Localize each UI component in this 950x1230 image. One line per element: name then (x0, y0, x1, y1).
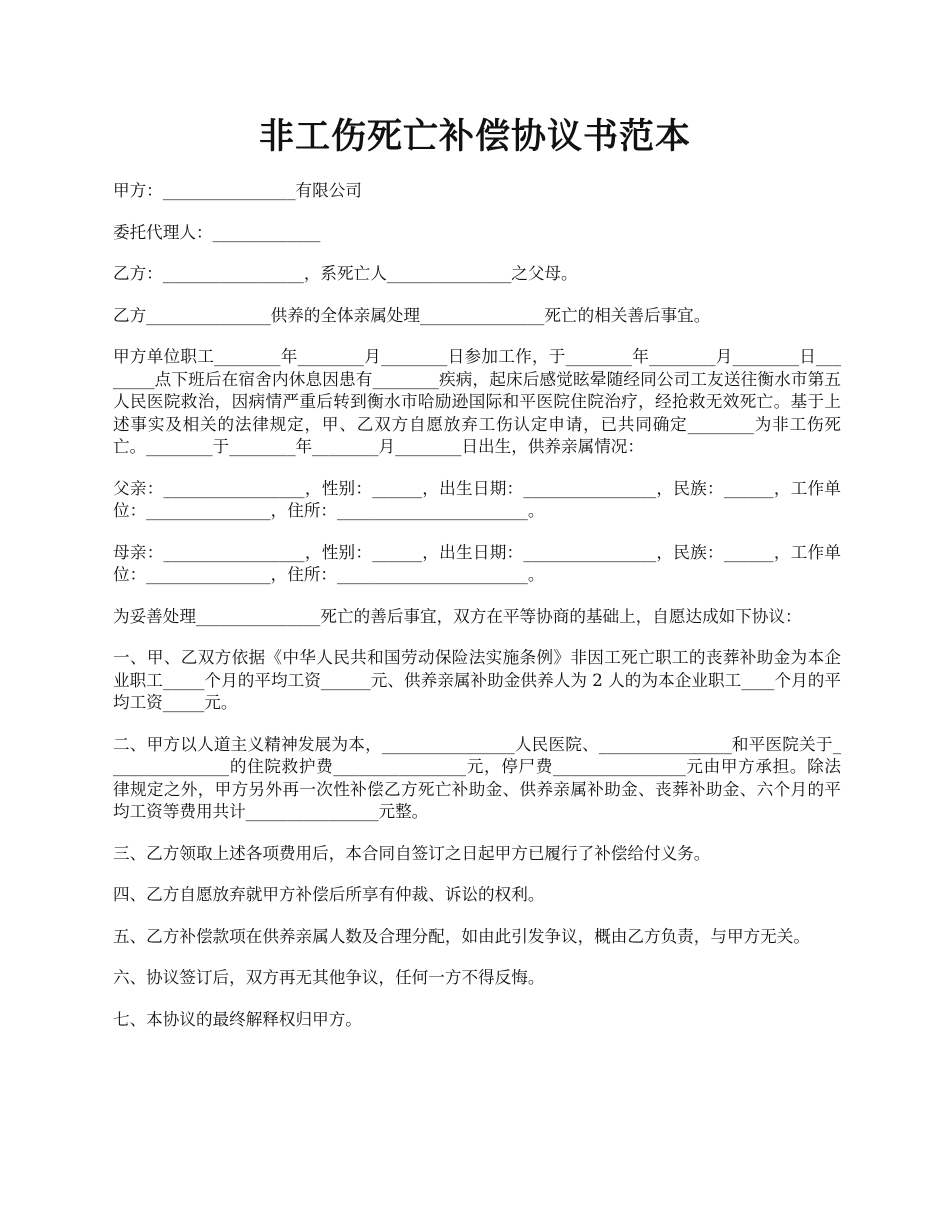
document-title: 非工伤死亡补偿协议书范本 (258, 116, 691, 157)
clause-3: 三、乙方领取上述各项费用后，本合同自签订之日起甲方已履行了补偿给付义务。 (113, 843, 711, 863)
party-b-line: 乙方：_________________，系死亡人_______________之父母。 (113, 264, 578, 283)
clause-7: 七、本协议的最终解释权归甲方。 (113, 1009, 362, 1029)
clause-4: 四、乙方自愿放弃就甲方补偿后所享有仲裁、诉讼的权利。 (113, 885, 545, 904)
clause-5: 五、乙方补偿款项在供养亲属人数及合理分配，如由此引发争议，概由乙方负责，与甲方无关。 (113, 926, 810, 946)
clause-1: 一、甲、乙双方依据《中华人民共和国劳动保险法实施条例》非因工死亡职工的丧葬补助金为本企业职工_____个月的平均工资______元、供养亲属补助金供养人为 2 人的为本企业职工____个月的平均工资_____元。 (113, 648, 841, 712)
mother-info-paragraph: 母亲：_________________，性别：______，出生日期：________________，民族：______，工作单位：_______________，住所：_______________________。 (113, 542, 841, 584)
facts-paragraph: 甲方单位职工________年________月________日参加工作，于________年________月________日________点下班后在宿舍内休息因患有________疾病，起床后感觉眩晕随经同公司工友送往衡水市第五人民医院救治，因病情严重后转到衡水市哈励逊国际和平医院住院治疗，经抢救无效死亡。基于上述事实及相关的法律规定，甲、乙双方自愿放弃工伤认定申请，已共同确定________为非工伤死亡。________于________年________月________日出生，供养亲属情况： (113, 347, 841, 456)
clause-2: 二、甲方以人道主义精神发展为本，________________人民医院、________________和平医院关于_______________的住院救护费________________元，停尸费________________元由甲方承担。除法律规定之外，甲方另外再一次性补偿乙方死亡补助金、供养亲属补助金、丧葬补助金、六个月的平均工资等费用共计________________元整。 (113, 734, 841, 821)
agent-line: 委托代理人：_____________ (113, 222, 321, 242)
party-b-scope-paragraph: 乙方_______________供养的全体亲属处理_______________死亡的相关善后事宜。 (113, 305, 711, 325)
father-info-paragraph: 父亲：_________________，性别：______，出生日期：________________，民族：______，工作单位：_______________，住所：_______________________。 (113, 478, 841, 520)
preamble-paragraph: 为妥善处理_______________死亡的善后事宜，双方在平等协商的基础上，自愿达成如下协议： (113, 606, 802, 626)
party-a-line: 甲方：________________有限公司 (113, 181, 362, 200)
clause-6: 六、协议签订后，双方再无其他争议，任何一方不得反悔。 (113, 968, 545, 987)
document-body (113, 180, 841, 1050)
